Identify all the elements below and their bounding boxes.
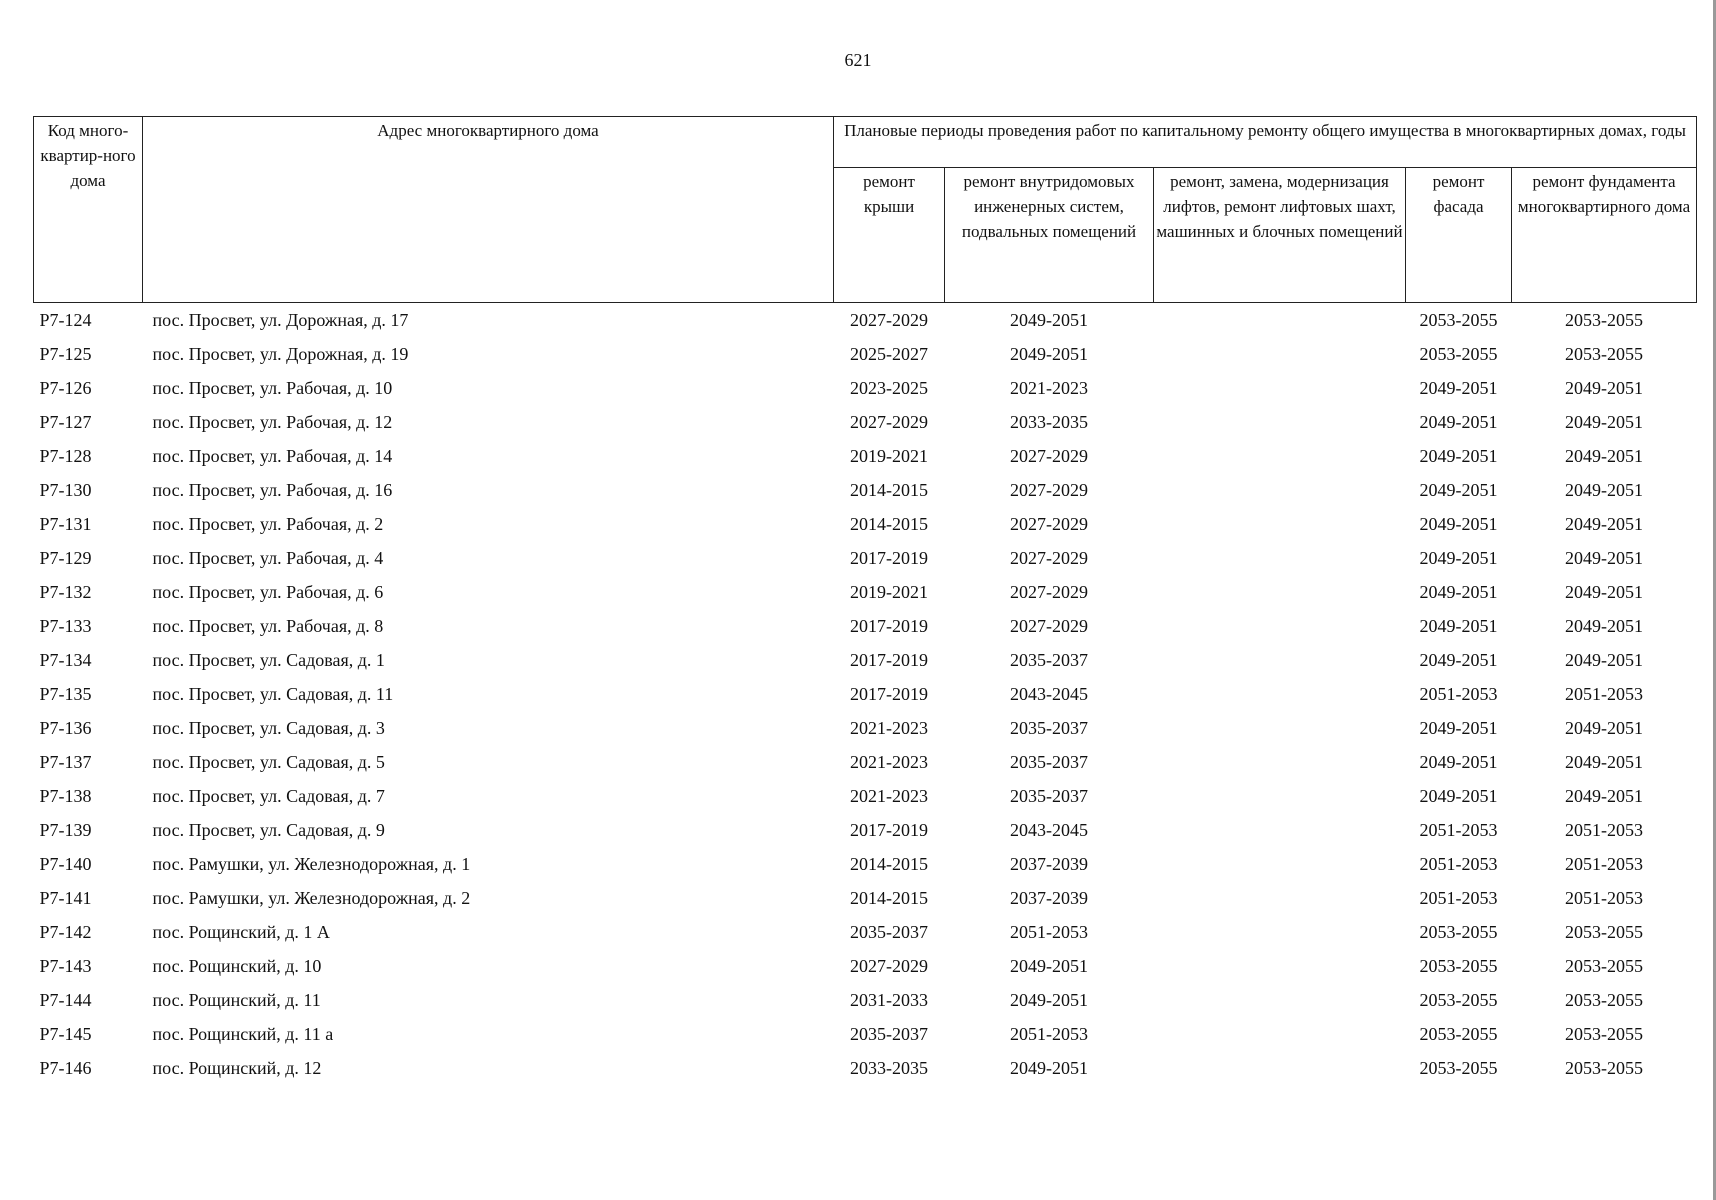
header-code: Код много-квартир-ного дома — [34, 117, 143, 303]
cell-code: P7-127 — [39, 412, 92, 432]
cell-engineering: 2021-2023 — [1010, 378, 1088, 398]
table-row — [34, 405, 1697, 439]
cell-foundation: 2049-2051 — [1565, 514, 1644, 534]
cell-elevators — [1154, 1017, 1406, 1051]
cell-roof: 2035-2037 — [850, 922, 928, 942]
cell-roof: 2017-2019 — [850, 820, 928, 840]
cell-code: P7-135 — [39, 684, 92, 704]
cell-elevators — [1154, 337, 1406, 371]
cell-engineering: 2051-2053 — [1010, 1024, 1088, 1044]
repair-schedule-table-wrap — [33, 116, 1696, 1085]
cell-foundation: 2049-2051 — [1565, 786, 1644, 806]
cell-code: P7-146 — [39, 1058, 92, 1078]
cell-facade: 2053-2055 — [1419, 956, 1498, 976]
cell-facade: 2049-2051 — [1419, 786, 1498, 806]
cell-roof: 2035-2037 — [850, 1024, 928, 1044]
table-row — [34, 847, 1697, 881]
repair-schedule-table — [33, 116, 1697, 1085]
cell-code: P7-132 — [39, 582, 92, 602]
cell-address: пос. Просвет, ул. Садовая, д. 11 — [152, 684, 394, 704]
table-row — [34, 779, 1697, 813]
cell-facade: 2049-2051 — [1419, 616, 1498, 636]
cell-elevators — [1154, 711, 1406, 745]
cell-roof: 2031-2033 — [850, 990, 928, 1010]
cell-foundation: 2053-2055 — [1565, 990, 1644, 1010]
cell-roof: 2019-2021 — [850, 582, 928, 602]
cell-facade: 2053-2055 — [1419, 344, 1498, 364]
cell-facade: 2051-2053 — [1419, 684, 1498, 704]
cell-code: P7-130 — [39, 480, 92, 500]
cell-address: пос. Рамушки, ул. Железнодорожная, д. 2 — [152, 888, 471, 908]
cell-engineering: 2049-2051 — [1010, 344, 1088, 364]
header-facade: ремонт фасада — [1406, 168, 1512, 303]
cell-address: пос. Просвет, ул. Рабочая, д. 12 — [152, 412, 393, 432]
cell-roof: 2021-2023 — [850, 786, 928, 806]
cell-address: пос. Просвет, ул. Дорожная, д. 19 — [152, 344, 409, 364]
cell-engineering: 2037-2039 — [1010, 888, 1088, 908]
cell-code: P7-138 — [39, 786, 92, 806]
cell-foundation: 2053-2055 — [1565, 310, 1644, 330]
cell-foundation: 2049-2051 — [1565, 752, 1644, 772]
page-number: 621 — [844, 50, 872, 70]
cell-engineering: 2049-2051 — [1010, 956, 1088, 976]
table-row — [34, 439, 1697, 473]
table-row — [34, 1051, 1697, 1085]
cell-foundation: 2053-2055 — [1565, 344, 1644, 364]
cell-engineering: 2027-2029 — [1010, 548, 1088, 568]
cell-roof: 2017-2019 — [850, 684, 928, 704]
cell-engineering: 2027-2029 — [1010, 616, 1088, 636]
cell-facade: 2049-2051 — [1419, 446, 1498, 466]
cell-roof: 2017-2019 — [850, 548, 928, 568]
cell-address: пос. Рамушки, ул. Железнодорожная, д. 1 — [152, 854, 471, 874]
cell-elevators — [1154, 541, 1406, 575]
table-row — [34, 473, 1697, 507]
header-elevators: ремонт, замена, модернизация лифтов, ремонт лифтовых шахт, машинных и блочных помещений — [1154, 168, 1406, 303]
cell-elevators — [1154, 507, 1406, 541]
table-body — [34, 303, 1697, 1086]
cell-foundation: 2049-2051 — [1565, 480, 1644, 500]
cell-code: P7-129 — [39, 548, 92, 568]
cell-elevators — [1154, 473, 1406, 507]
cell-roof: 2027-2029 — [850, 956, 928, 976]
cell-engineering: 2051-2053 — [1010, 922, 1088, 942]
cell-roof: 2027-2029 — [850, 412, 928, 432]
cell-foundation: 2049-2051 — [1565, 378, 1644, 398]
cell-address: пос. Просвет, ул. Садовая, д. 7 — [152, 786, 385, 806]
table-row — [34, 813, 1697, 847]
cell-elevators — [1154, 915, 1406, 949]
cell-facade: 2049-2051 — [1419, 548, 1498, 568]
cell-address: пос. Просвет, ул. Садовая, д. 9 — [152, 820, 385, 840]
cell-engineering: 2035-2037 — [1010, 786, 1088, 806]
cell-elevators — [1154, 983, 1406, 1017]
table-row — [34, 949, 1697, 983]
cell-facade: 2053-2055 — [1419, 990, 1498, 1010]
cell-elevators — [1154, 813, 1406, 847]
cell-roof: 2014-2015 — [850, 480, 928, 500]
cell-roof: 2014-2015 — [850, 888, 928, 908]
cell-code: P7-141 — [39, 888, 92, 908]
cell-code: P7-126 — [39, 378, 92, 398]
cell-facade: 2049-2051 — [1419, 650, 1498, 670]
cell-elevators — [1154, 745, 1406, 779]
header-periods: Плановые периоды проведения работ по капитальному ремонту общего имущества в многоквартирных домах, годы — [834, 117, 1697, 168]
cell-facade: 2049-2051 — [1419, 480, 1498, 500]
cell-engineering: 2035-2037 — [1010, 718, 1088, 738]
cell-code: P7-140 — [39, 854, 92, 874]
cell-facade: 2051-2053 — [1419, 888, 1498, 908]
cell-foundation: 2051-2053 — [1565, 684, 1644, 704]
cell-elevators — [1154, 371, 1406, 405]
cell-roof: 2014-2015 — [850, 854, 928, 874]
cell-facade: 2049-2051 — [1419, 412, 1498, 432]
cell-code: P7-134 — [39, 650, 92, 670]
cell-code: P7-144 — [39, 990, 92, 1010]
cell-engineering: 2043-2045 — [1010, 820, 1088, 840]
table-row — [34, 1017, 1697, 1051]
table-row — [34, 983, 1697, 1017]
cell-engineering: 2027-2029 — [1010, 514, 1088, 534]
cell-address: пос. Просвет, ул. Дорожная, д. 17 — [152, 310, 409, 330]
cell-address: пос. Просвет, ул. Рабочая, д. 10 — [152, 378, 393, 398]
table-row — [34, 881, 1697, 915]
cell-address: пос. Просвет, ул. Рабочая, д. 4 — [152, 548, 384, 568]
cell-facade: 2049-2051 — [1419, 514, 1498, 534]
cell-roof: 2021-2023 — [850, 718, 928, 738]
cell-foundation: 2051-2053 — [1565, 820, 1644, 840]
cell-elevators — [1154, 949, 1406, 983]
cell-code: P7-136 — [39, 718, 92, 738]
cell-foundation: 2049-2051 — [1565, 412, 1644, 432]
cell-engineering: 2049-2051 — [1010, 310, 1088, 330]
table-row — [34, 609, 1697, 643]
cell-facade: 2049-2051 — [1419, 752, 1498, 772]
cell-address: пос. Рощинский, д. 1 А — [152, 922, 330, 942]
cell-facade: 2049-2051 — [1419, 582, 1498, 602]
table-row — [34, 745, 1697, 779]
cell-foundation: 2049-2051 — [1565, 718, 1644, 738]
cell-facade: 2053-2055 — [1419, 922, 1498, 942]
cell-roof: 2023-2025 — [850, 378, 928, 398]
cell-facade: 2053-2055 — [1419, 310, 1498, 330]
cell-foundation: 2053-2055 — [1565, 1058, 1644, 1078]
cell-address: пос. Просвет, ул. Садовая, д. 3 — [152, 718, 385, 738]
cell-address: пос. Просвет, ул. Рабочая, д. 2 — [152, 514, 384, 534]
cell-elevators — [1154, 609, 1406, 643]
cell-elevators — [1154, 439, 1406, 473]
cell-engineering: 2027-2029 — [1010, 582, 1088, 602]
cell-elevators — [1154, 643, 1406, 677]
cell-address: пос. Просвет, ул. Рабочая, д. 14 — [152, 446, 393, 466]
cell-foundation: 2053-2055 — [1565, 956, 1644, 976]
cell-engineering: 2033-2035 — [1010, 412, 1088, 432]
cell-roof: 2027-2029 — [850, 310, 928, 330]
cell-facade: 2053-2055 — [1419, 1024, 1498, 1044]
cell-code: P7-133 — [39, 616, 92, 636]
cell-code: P7-145 — [39, 1024, 92, 1044]
cell-elevators — [1154, 575, 1406, 609]
cell-engineering: 2035-2037 — [1010, 752, 1088, 772]
cell-roof: 2021-2023 — [850, 752, 928, 772]
header-address: Адрес многоквартирного дома — [143, 117, 834, 303]
cell-code: P7-143 — [39, 956, 92, 976]
cell-facade: 2049-2051 — [1419, 718, 1498, 738]
header-engineering: ремонт внутридомовых инженерных систем, подвальных помещений — [945, 168, 1154, 303]
header-foundation: ремонт фундамента многоквартирного дома — [1512, 168, 1697, 303]
cell-engineering: 2049-2051 — [1010, 1058, 1088, 1078]
table-row — [34, 575, 1697, 609]
cell-code: P7-137 — [39, 752, 92, 772]
table-header — [34, 117, 1697, 303]
cell-engineering: 2027-2029 — [1010, 480, 1088, 500]
cell-foundation: 2053-2055 — [1565, 922, 1644, 942]
table-row — [34, 711, 1697, 745]
cell-elevators — [1154, 303, 1406, 338]
cell-elevators — [1154, 779, 1406, 813]
cell-foundation: 2049-2051 — [1565, 548, 1644, 568]
cell-address: пос. Рощинский, д. 12 — [152, 1058, 322, 1078]
cell-code: P7-139 — [39, 820, 92, 840]
cell-address: пос. Просвет, ул. Рабочая, д. 8 — [152, 616, 384, 636]
table-row — [34, 507, 1697, 541]
table-row — [34, 371, 1697, 405]
cell-foundation: 2049-2051 — [1565, 446, 1644, 466]
cell-engineering: 2043-2045 — [1010, 684, 1088, 704]
cell-address: пос. Рощинский, д. 10 — [152, 956, 322, 976]
cell-address: пос. Просвет, ул. Рабочая, д. 16 — [152, 480, 393, 500]
cell-foundation: 2051-2053 — [1565, 888, 1644, 908]
cell-address: пос. Рощинский, д. 11 а — [152, 1024, 334, 1044]
cell-code: P7-125 — [39, 344, 92, 364]
cell-code: P7-128 — [39, 446, 92, 466]
cell-elevators — [1154, 405, 1406, 439]
cell-facade: 2051-2053 — [1419, 820, 1498, 840]
table-row — [34, 915, 1697, 949]
header-roof: ремонт крыши — [834, 168, 945, 303]
cell-code: P7-131 — [39, 514, 92, 534]
cell-roof: 2017-2019 — [850, 616, 928, 636]
cell-engineering: 2027-2029 — [1010, 446, 1088, 466]
table-row — [34, 303, 1697, 338]
cell-roof: 2025-2027 — [850, 344, 928, 364]
cell-engineering: 2035-2037 — [1010, 650, 1088, 670]
cell-facade: 2053-2055 — [1419, 1058, 1498, 1078]
table-row — [34, 677, 1697, 711]
cell-code: P7-124 — [39, 310, 92, 330]
cell-roof: 2019-2021 — [850, 446, 928, 466]
cell-engineering: 2049-2051 — [1010, 990, 1088, 1010]
cell-elevators — [1154, 677, 1406, 711]
cell-address: пос. Рощинский, д. 11 — [152, 990, 321, 1010]
cell-foundation: 2053-2055 — [1565, 1024, 1644, 1044]
cell-engineering: 2037-2039 — [1010, 854, 1088, 874]
cell-address: пос. Просвет, ул. Садовая, д. 1 — [152, 650, 385, 670]
cell-facade: 2049-2051 — [1419, 378, 1498, 398]
cell-elevators — [1154, 881, 1406, 915]
cell-address: пос. Просвет, ул. Садовая, д. 5 — [152, 752, 385, 772]
cell-code: P7-142 — [39, 922, 92, 942]
cell-foundation: 2049-2051 — [1565, 582, 1644, 602]
table-row — [34, 643, 1697, 677]
cell-roof: 2017-2019 — [850, 650, 928, 670]
cell-elevators — [1154, 1051, 1406, 1085]
cell-roof: 2033-2035 — [850, 1058, 928, 1078]
cell-address: пос. Просвет, ул. Рабочая, д. 6 — [152, 582, 384, 602]
cell-foundation: 2049-2051 — [1565, 650, 1644, 670]
cell-foundation: 2049-2051 — [1565, 616, 1644, 636]
cell-foundation: 2051-2053 — [1565, 854, 1644, 874]
cell-roof: 2014-2015 — [850, 514, 928, 534]
cell-facade: 2051-2053 — [1419, 854, 1498, 874]
table-row — [34, 541, 1697, 575]
table-row — [34, 337, 1697, 371]
cell-elevators — [1154, 847, 1406, 881]
